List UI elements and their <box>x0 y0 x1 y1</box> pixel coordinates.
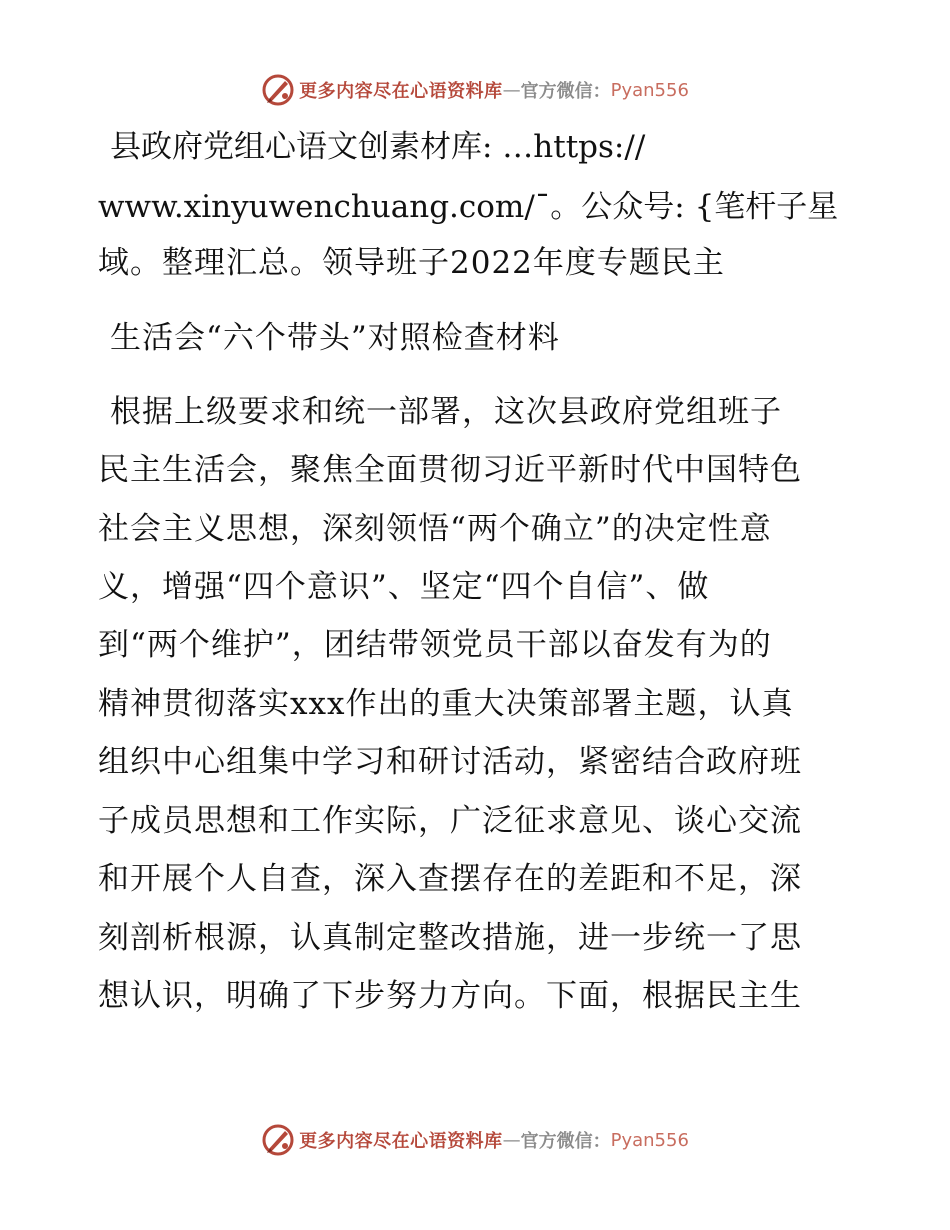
title-line-2: www.xinyuwenchuang.com/¯。公众号: {笔杆子星 <box>98 189 839 225</box>
banner-separator: — <box>502 79 521 101</box>
footer-official-label: 官方微信： <box>520 1131 611 1152</box>
body-line-10: 刻剖析根源，认真制定整改措施，进一步统一了思 <box>98 920 802 956</box>
banner-account: Pyan556 <box>610 79 689 101</box>
body-line-11: 想认识，明确了下步努力方向。下面，根据民主生 <box>98 978 802 1014</box>
body-line-6: 精神贯彻落实xxx作出的重大决策部署主题，认真 <box>98 686 794 722</box>
quill-pen-seal-icon <box>261 73 295 107</box>
body-line-1: 根据上级要求和统一部署，这次县政府党组班子 <box>110 394 782 430</box>
footer-banner <box>0 1120 950 1160</box>
body-line-4: 义，增强“四个意识”、坚定“四个自信”、做 <box>98 569 710 605</box>
footer-brand: 更多内容尽在心语资料库 <box>299 1131 503 1152</box>
footer-separator: — <box>502 1129 521 1151</box>
footer-account: Pyan556 <box>610 1129 689 1151</box>
body-line-7: 组织中心组集中学习和研讨活动，紧密结合政府班 <box>98 744 802 780</box>
body-line-2: 民主生活会，聚焦全面贯彻习近平新时代中国特色 <box>98 452 802 488</box>
body-line-3: 社会主义思想，深刻领悟“两个确立”的决定性意 <box>98 511 772 547</box>
body-line-8: 子成员思想和工作实际，广泛征求意见、谈心交流 <box>98 803 802 839</box>
body-line-5: 到“两个维护”，团结带领党员干部以奋发有为的 <box>98 627 772 663</box>
title-line-1: 县政府党组心语文创素材库: …https:// <box>110 129 646 165</box>
header-banner <box>0 70 950 110</box>
body-line-9: 和开展个人自查，深入查摆存在的差距和不足，深 <box>98 861 802 897</box>
quill-pen-seal-icon <box>261 1123 295 1157</box>
title-line-4: 生活会“六个带头”对照检查材料 <box>110 320 560 356</box>
title-line-3: 域。整理汇总。领导班子2022年度专题民主 <box>98 245 725 281</box>
banner-brand: 更多内容尽在心语资料库 <box>299 81 503 102</box>
banner-official-label: 官方微信： <box>520 81 611 102</box>
